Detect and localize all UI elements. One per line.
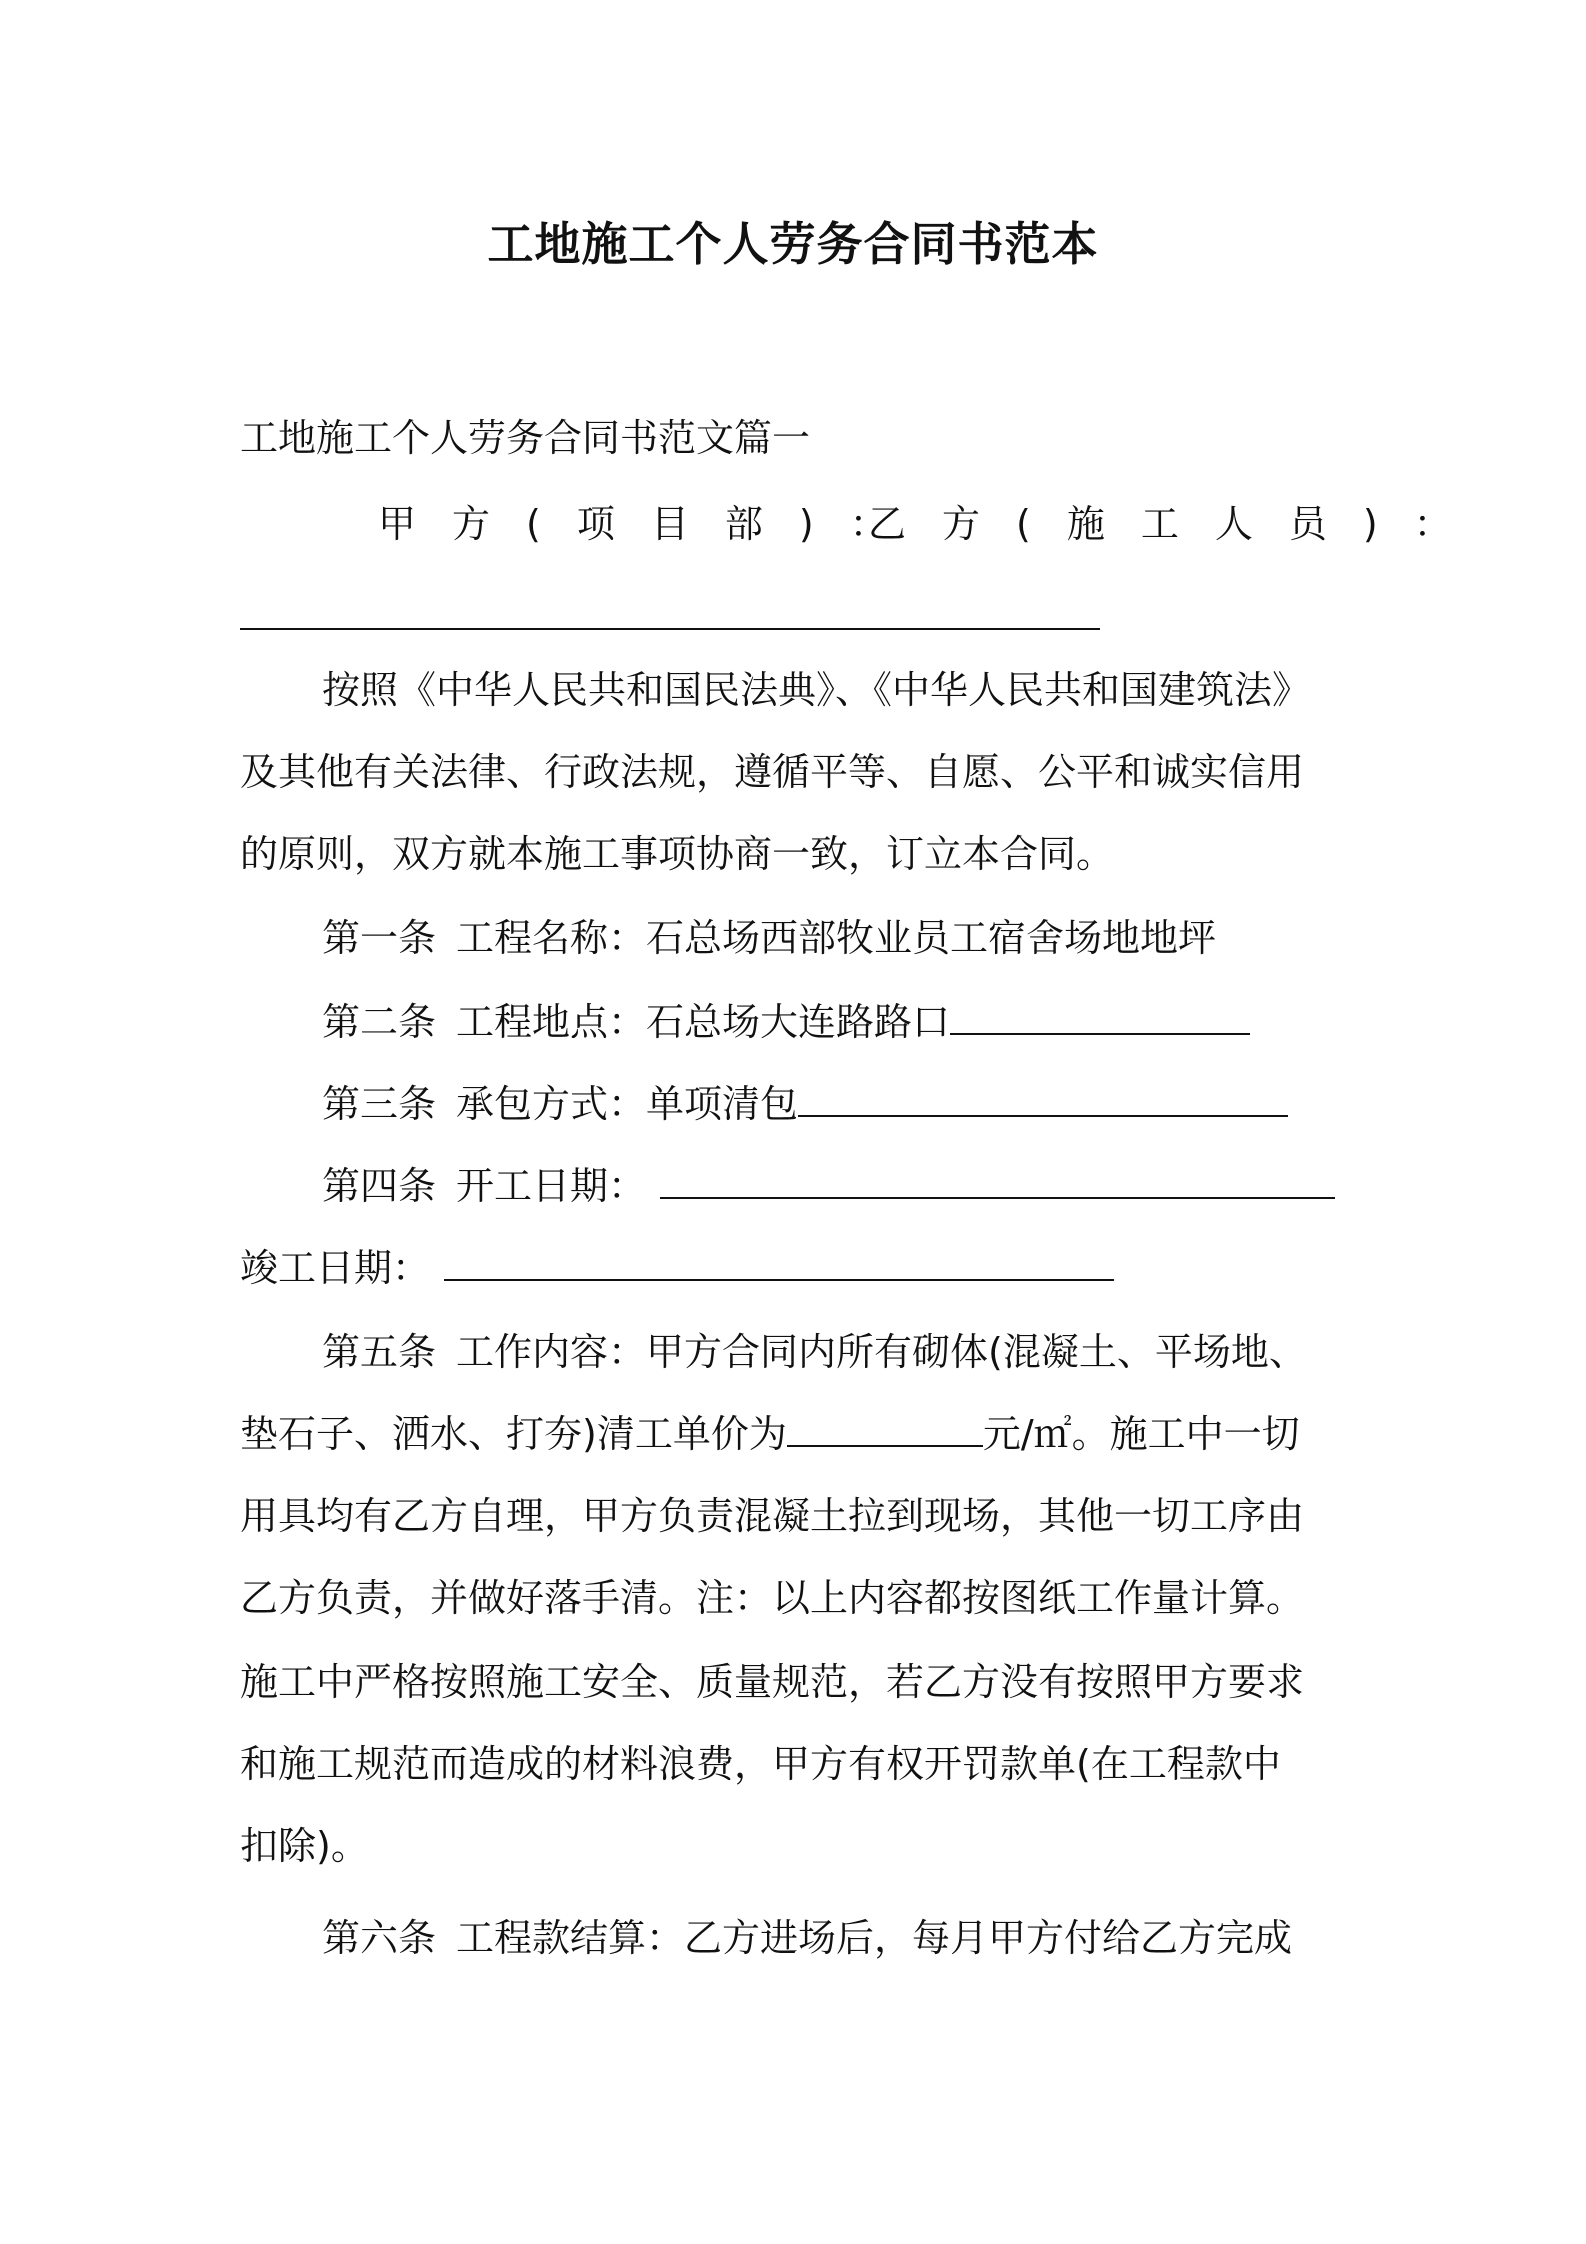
article-6 (322, 1912, 1292, 1964)
preamble-line-1: 按照《中华人民共和国民法典》、《中华人民共和国建筑法》 (322, 668, 1311, 712)
article-1-name: 工程名称： (456, 916, 647, 960)
article-3 (322, 1078, 1288, 1130)
article-5-line-1: 甲方合同内所有砌体(混凝土、平场地、 (646, 1330, 1307, 1374)
article-5-line-7: 扣除)。 (240, 1824, 369, 1868)
article-4-label: 第四条 (322, 1164, 437, 1208)
start-date-blank (660, 1165, 1335, 1199)
article-3-blank (798, 1083, 1288, 1117)
article-5-label: 第五条 (322, 1330, 437, 1374)
article-5-line-4: 乙方负责，并做好落手清。注：以上内容都按图纸工作量计算。 (240, 1576, 1305, 1620)
completion-date-line (240, 1242, 1356, 1294)
party-a-label: 甲方(项目部)： (378, 502, 924, 546)
article-6-name: 工程款结算： (456, 1916, 685, 1960)
article-2-name: 工程地点： (456, 1000, 647, 1044)
article-5-line-5: 施工中严格按照施工安全、质量规范，若乙方没有按照甲方要求 (240, 1660, 1305, 1704)
article-5-line-6: 和施工规范而造成的材料浪费，甲方有权开罚款单(在工程款中 (240, 1742, 1281, 1786)
article-5-line-2 (240, 1408, 1356, 1460)
article-5-line-2-before: 垫石子、洒水、打夯)清工单价为 (240, 1412, 787, 1456)
signature-line (240, 628, 1100, 630)
document-title: 工地施工个人劳务合同书范本 (487, 217, 1099, 271)
party-b-label: 乙方(施工人员)： (868, 502, 1488, 546)
article-3-value: 单项清包 (646, 1082, 799, 1126)
article-5-line-2-after: 元/㎡。施工中一切 (982, 1412, 1300, 1456)
article-3-label: 第三条 (322, 1082, 437, 1126)
unit-price-blank (787, 1413, 983, 1447)
article-6-value: 乙方进场后，每月甲方付给乙方完成 (684, 1916, 1293, 1960)
document-subtitle: 工地施工个人劳务合同书范文篇一 (240, 416, 811, 460)
article-5-line-3: 用具均有乙方自理，甲方负责混凝土拉到现场，其他一切工序由 (240, 1494, 1305, 1538)
article-4 (322, 1160, 1335, 1212)
article-3-name: 承包方式： (456, 1082, 647, 1126)
article-5 (322, 1326, 1307, 1378)
article-2 (322, 996, 1250, 1048)
article-1-label: 第一条 (322, 916, 437, 960)
article-1 (322, 912, 1216, 964)
article-5-name: 工作内容： (456, 1330, 647, 1374)
preamble-line-2: 及其他有关法律、行政法规，遵循平等、自愿、公平和诚实信用 (240, 750, 1305, 794)
article-4-name: 开工日期： (456, 1164, 647, 1208)
completion-date-label: 竣工日期： (240, 1246, 431, 1290)
article-2-blank (950, 1001, 1250, 1035)
article-2-label: 第二条 (322, 1000, 437, 1044)
article-1-value: 石总场西部牧业员工宿舍场地地坪 (646, 916, 1217, 960)
preamble-line-3: 的原则，双方就本施工事项协商一致，订立本合同。 (240, 832, 1115, 876)
article-2-value: 石总场大连路路口 (646, 1000, 951, 1044)
article-6-label: 第六条 (322, 1916, 437, 1960)
completion-date-blank (444, 1247, 1114, 1281)
